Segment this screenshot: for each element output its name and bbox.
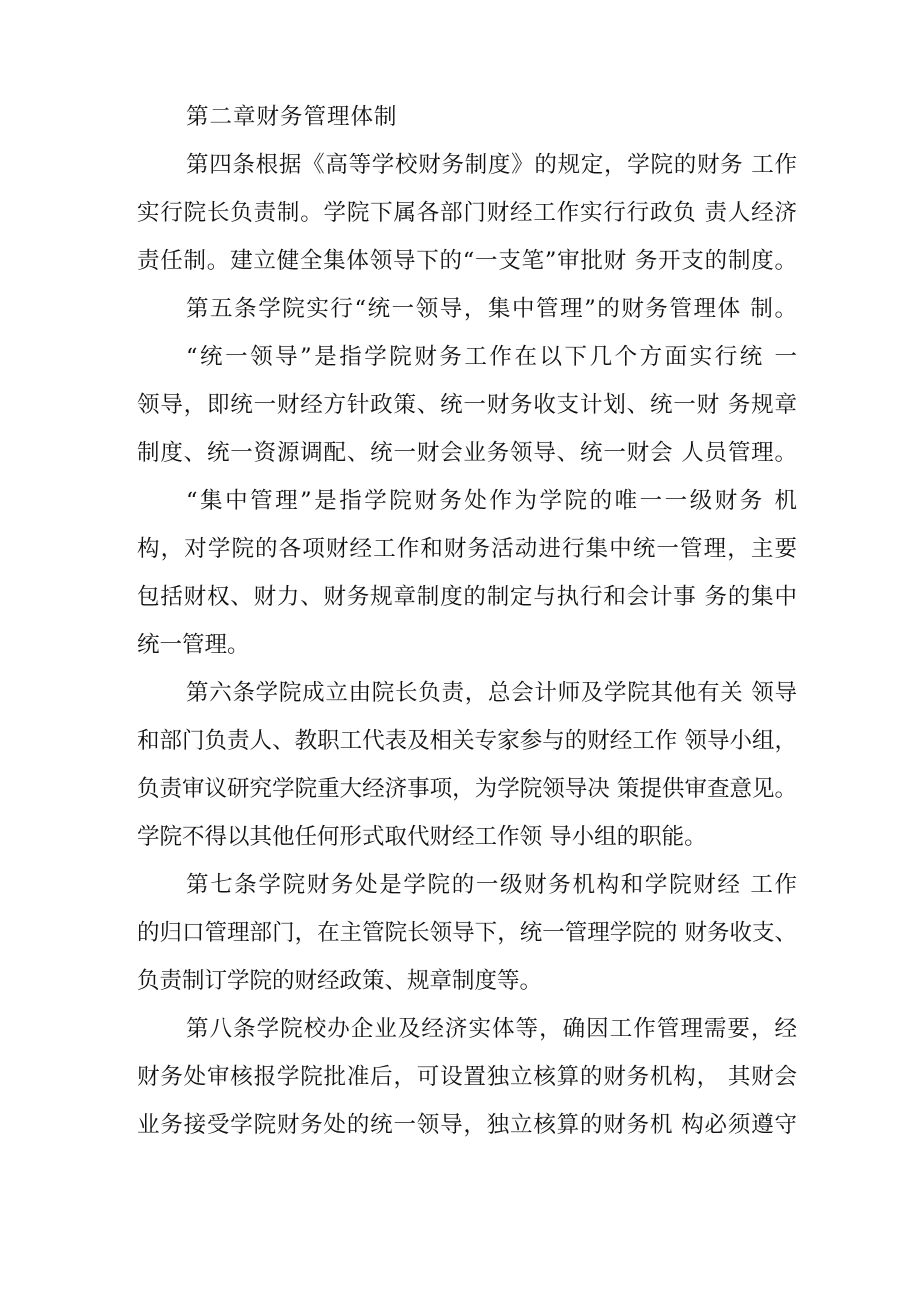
paragraph-line: 构，对学院的各项财经工作和财务活动进行集中统一管理，主要	[137, 536, 797, 562]
paragraph-line: 包括财权、财力、财务规章制度的制定与执行和会计事 务的集中	[137, 584, 797, 610]
paragraph-line: 第八条学院校办企业及经济实体等，确因工作管理需要，经	[186, 1016, 797, 1042]
paragraph-line: 财务处审核报学院批准后，可设置独立核算的财务机构， 其财会	[137, 1064, 797, 1090]
paragraph-line: 负责审议研究学院重大经济事项，为学院领导决 策提供审查意见。	[137, 776, 797, 802]
paragraph-line: “统一领导”是指学院财务工作在以下几个方面实行统 一	[186, 344, 797, 370]
paragraph-line: 实行院长负责制。学院下属各部门财经工作实行行政负 责人经济	[137, 200, 797, 226]
paragraph-line: 负责制订学院的财经政策、规章制度等。	[137, 968, 543, 994]
paragraph-line: 领导，即统一财经方针政策、统一财务收支计划、统一财 务规章	[137, 392, 797, 418]
paragraph-line: 第五条学院实行“统一领导，集中管理”的财务管理体 制。	[186, 296, 797, 322]
paragraph-line: “集中管理”是指学院财务处作为学院的唯一一级财务 机	[186, 488, 797, 514]
paragraph-line: 学院不得以其他任何形式取代财经工作领 导小组的职能。	[137, 824, 707, 850]
chapter-title: 第二章财务管理体制	[186, 104, 398, 130]
paragraph-line: 责任制。建立健全集体领导下的“一支笔”审批财 务开支的制度。	[137, 248, 797, 274]
paragraph-line: 统一管理。	[137, 632, 250, 658]
paragraph-line: 第四条根据《高等学校财务制度》的规定，学院的财务 工作	[186, 152, 797, 178]
paragraph-line: 业务接受学院财务处的统一领导，独立核算的财务机 构必须遵守	[137, 1112, 797, 1138]
paragraph-line: 制度、统一资源调配、统一财会业务领导、统一财会 人员管理。	[137, 440, 797, 466]
paragraph-line: 第六条学院成立由院长负责，总会计师及学院其他有关 领导	[186, 680, 797, 706]
paragraph-line: 的归口管理部门，在主管院长领导下，统一管理学院的 财务收支、	[137, 920, 797, 946]
paragraph-line: 和部门负责人、教职工代表及相关专家参与的财经工作 领导小组，	[137, 728, 797, 754]
paragraph-line: 第七条学院财务处是学院的一级财务机构和学院财经 工作	[186, 872, 797, 898]
